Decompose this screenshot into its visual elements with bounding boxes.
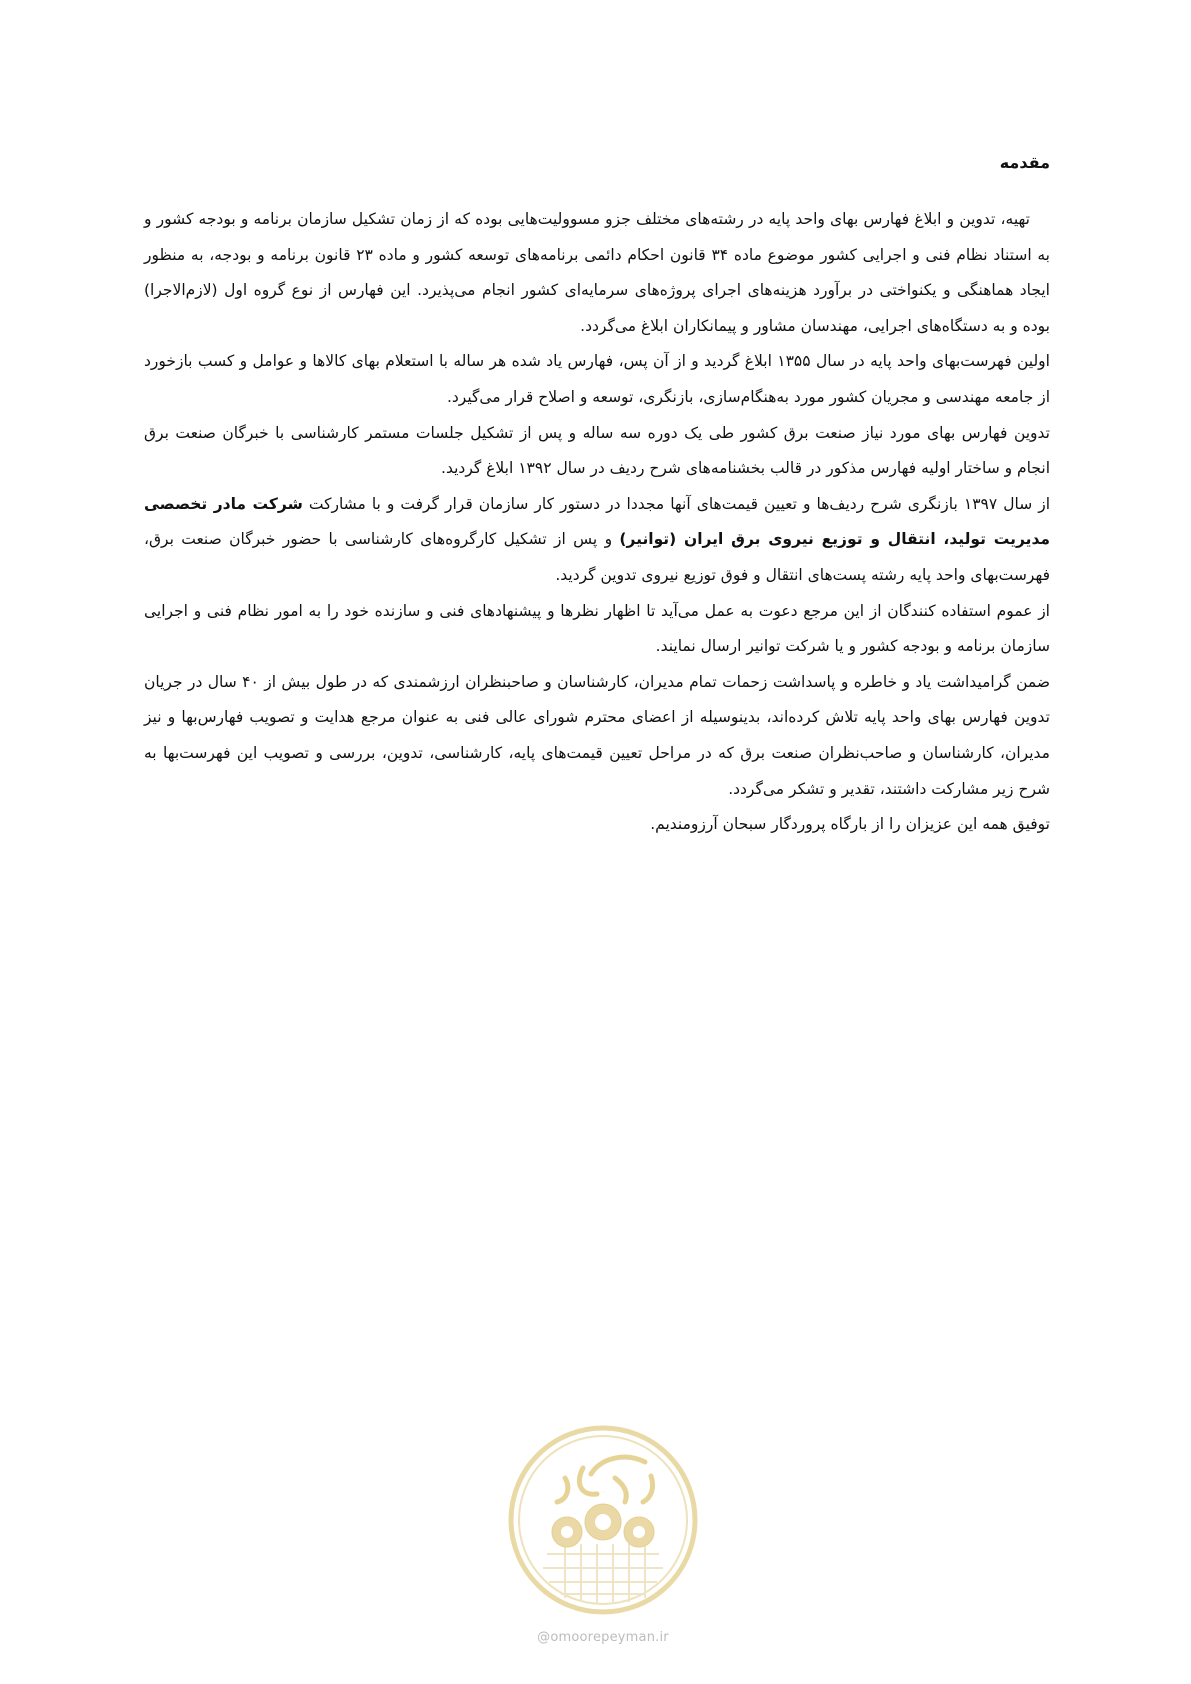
paragraph-invitation: از عموم استفاده کنندگان از این مرجع دعوت به عمل می‌آید تا اظهار نظرها و پیشنهادهای فنی و سازنده خود را به امور نظام فنی و اجرایی سازمان برنامه و بودجه کشور و یا شرکت توانیر ارسال نمایند.: [144, 601, 1050, 656]
paragraph-revision-text-1: از سال ۱۳۹۷ بازنگری شرح ردیف‌ها و تعیین قیمت‌های آنها مجددا در دستور کار سازمان قرار گرفت و با مشارکت: [302, 494, 1051, 513]
paragraph-acknowledgement: ضمن گرامیداشت یاد و خاطره و پاسداشت زحمات تمام مدیران، کارشناسان و صاحبنظران ارزشمندی که در طول بیش از ۴۰ سال در جریان تدوین فهارس بهای واحد پایه تلاش کرده‌اند، بدینوسیله از اعضای محترم شورای عالی فنی به عنوان مرجع هدایت و تصویب فهارس‌بها و نیز مدیران، کارشناسان و صاحب‌نظران صنعت برق که در مراحل تعیین قیمت‌های پایه، کارشناسی، تدوین، بررسی و تصویب این فهرست‌بها به شرح زیر مشارکت داشتند، تقدیر و تشکر می‌گردد.: [144, 672, 1050, 798]
document-body: [144, 150, 1050, 843]
paragraph-closing: توفیق همه این عزیزان را از بارگاه پروردگار سبحان آرزومندیم.: [650, 815, 1050, 834]
paragraph-history: اولین فهرست‌بهای واحد پایه در سال ۱۳۵۵ ابلاغ گردید و از آن پس، فهارس یاد شده هر ساله با استعلام بهای کالاها و عوامل و کسب بازخورد از جامعه مهندسی و مجریان کشور مورد به‌هنگام‌سازی، بازنگری، توسعه و اصلاح قرار می‌گیرد.: [144, 352, 1050, 406]
paragraph-intro: تهیه، تدوین و ابلاغ فهارس بهای واحد پایه در رشته‌های مختلف جزو مسوولیت‌هایی بوده که از زمان تشکیل سازمان برنامه و بودجه کشور و به استناد نظام فنی و اجرایی کشور موضوع ماده ۳۴ قانون احکام دائمی برنامه‌های توسعه کشور و ماده ۲۳ قانون برنامه و بودجه، به منظور ایجاد هماهنگی و یکنواختی در برآورد هزینه‌های اجرای پروژه‌های سرمایه‌ای کشور انجام می‌پذیرد. این فهارس از نوع گروه اول (لازم‌الاجرا) بوده و به دستگاه‌های اجرایی، مهندسان مشاور و پیمانکاران ابلاغ می‌گردد.: [144, 210, 1051, 335]
paragraph-revision: [144, 487, 1050, 594]
paragraph-revision-text-2: و پس از تشکیل کارگروه‌های کارشناسی با حضور خبرگان صنعت برق، فهرست‌بهای واحد پایه رشته پست‌های انتقال و فوق توزیع نیروی تدوین گردید.: [144, 530, 1050, 584]
paragraph-power-industry: تدوین فهارس بهای مورد نیاز صنعت برق کشور طی یک دوره سه ساله و پس از تشکیل جلسات مستمر کارشناسی با خبرگان صنعت برق انجام و ساختار اولیه فهارس مذکور در قالب بخشنامه‌های شرح ردیف در سال ۱۳۹۲ ابلاغ گردید.: [144, 423, 1050, 478]
watermark-logo: [505, 1422, 701, 1618]
company-name-bold: شرکت مادر تخصصی مدیریت تولید، انتقال و توزیع نیروی برق ایران (توانیر): [144, 494, 1050, 549]
watermark-url: @omoorepeyman.ir: [537, 1630, 669, 1645]
section-heading: مقدمه: [999, 153, 1050, 172]
svg-text:امورپیمان: امورپیمان: [600, 1492, 606, 1493]
